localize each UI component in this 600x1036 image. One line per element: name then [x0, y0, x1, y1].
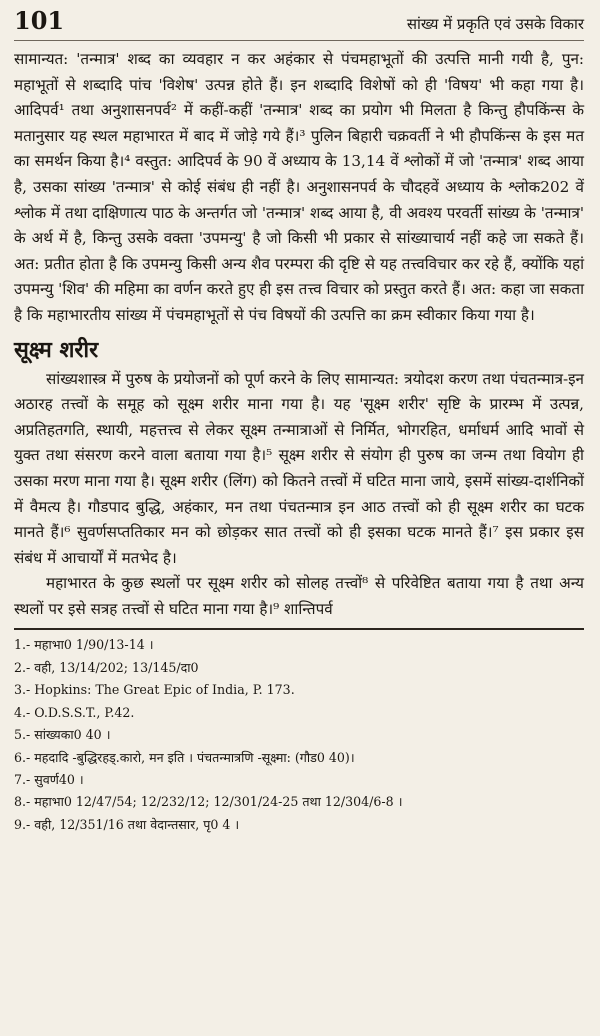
- footnote: 1.- महाभा0 1/90/13-14 ।: [14, 637, 154, 653]
- footnote: 4.- O.D.S.S.T., P.42.: [14, 704, 135, 720]
- footnote: 3.- Hopkins: The Great Epic of India, P. 173.: [14, 682, 295, 698]
- page-header: [14, 0, 584, 41]
- footnote-divider: [14, 628, 584, 630]
- footnote: 2.- वही, 13/14/202; 13/145/दा0: [14, 659, 199, 675]
- page-number: 101: [14, 6, 65, 35]
- footnote: 8.- महाभा0 12/47/54; 12/232/12; 12/301/24-25 तथा 12/304/6-8 ।: [14, 794, 403, 810]
- footnotes: [14, 634, 584, 836]
- paragraph: सामान्यत: 'तन्मात्र' शब्द का व्यवहार न कर अहंकार से पंचमहाभूतों की उत्पत्ति मानी गयी है, पुन: महाभूतों से शब्दादि पांच 'विशेष' उत्पन्न होते हैं। इन शब्दादि विशेषों को ही 'विषय' भी कहा गया है। आदिपर्व¹ तथा अनुशासनपर्व² में कहीं-कहीं 'तन्मात्र' शब्द का प्रयोग भी मिलता है किन्तु हौपकिंन्स के मतानुसार यह स्थल महाभारत में बाद में जोड़े गये हैं।³ पुलिन बिहारी चक्रवर्ती ने भी हौपकिंन्स के इस मत का समर्थन किया है।⁴ वस्तुत: आदिपर्व के 90 वें अध्याय के 13,14 वें श्लोकों में जो 'तन्मात्र' शब्द आया है, उसका सांख्य 'तन्मात्र' से कोई संबंध ही नहीं है। अनुशासनपर्व के चौदहवें अध्याय के श्लोक202 वें श्लोक में तथा दाक्षिणात्य पाठ के अन्तर्गत जो 'तन्मात्र' शब्द आया है, वी अवश्य परवर्ती सांख्य के 'तन्मात्र' के अर्थ में है, किन्तु उसके वक्ता 'उपमन्यु' है जो किसी भी प्रकार से सांख्याचार्य नहीं कहे जा सकते हैं। अत: प्रतीत होता है कि उपमन्यु किसी अन्य शैव परम्परा की दृष्टि से यह तत्त्वविचार कर रहे हैं, क्योंकि यहां उपमन्यु 'शिव' की महिमा का वर्णन करते हुए ही इस तत्त्व विचार को प्रस्तुत करते हैं। अत: कहा जा सकता है कि महाभारतीय सांख्य में पंचमहाभूतों से पंच विषयों की उत्पत्ति का क्रम स्वीकार किया गया है।: [14, 50, 584, 324]
- paragraph: महाभारत के कुछ स्थलों पर सूक्ष्म शरीर को सोलह तत्त्वों⁸ से परिवेष्टित बताया गया है तथा अन्य स्थलों पर इसे सत्रह तत्त्वों से घटित माना गया है।⁹ शान्तिपर्व: [14, 574, 584, 618]
- running-head: सांख्य में प्रकृति एवं उसके विकार: [406, 15, 584, 33]
- footnote: 7.- सुवर्ण40 ।: [14, 771, 84, 787]
- footnote: 9.- वही, 12/351/16 तथा वेदान्तसार, पृ0 4 ।: [14, 816, 240, 832]
- section-heading: सूक्ष्म शरीर: [14, 336, 99, 363]
- footnote: 6.- महदादि -बुद्धिरहड्.कारो, मन इति । पंचतन्मात्रणि -सूक्ष्मा: (गौड0 40)।: [14, 749, 355, 765]
- footnote: 5.- सांख्यका0 40 ।: [14, 727, 111, 743]
- paragraph: सांख्यशास्त्र में पुरुष के प्रयोजनों को पूर्ण करने के लिए सामान्यत: त्रयोदश करण तथा पंचतन्मात्र-इन अठारह तत्त्वों के समूह को सूक्ष्म शरीर माना गया है। यह 'सूक्ष्म शरीर' सृष्टि के प्रारम्भ में उत्पन्न, अप्रतिहतगति, स्थायी, महत्तत्त्व से लेकर सूक्ष्म तन्मात्राओं से निर्मित, भोगरहित, धर्माधर्म आदि भावों से युक्त तथा संसरण करने वाला बताया गया है।⁵ सूक्ष्म शरीर से संयोग ही पुरुष का जन्म तथा वियोग ही उसका मरण माना गया है। सूक्ष्म शरीर (लिंग) को कितने तत्त्वों में घटित माना जाये, इसमें सांख्य-दार्शनिकों में वैमत्य है। गौडपाद बुद्धि, अहंकार, मन तथा पंचतन्मात्र इन आठ तत्त्वों को ही सूक्ष्म शरीर का घटक मानते हैं।⁶ सुवर्णसप्ततिकार मन को छोड़कर सात तत्त्वों को ही इसका घटक मानते हैं।⁷ इस प्रकार इस संबंध में आचार्यों में मतभेद है।: [14, 369, 584, 567]
- body-text: [14, 47, 584, 622]
